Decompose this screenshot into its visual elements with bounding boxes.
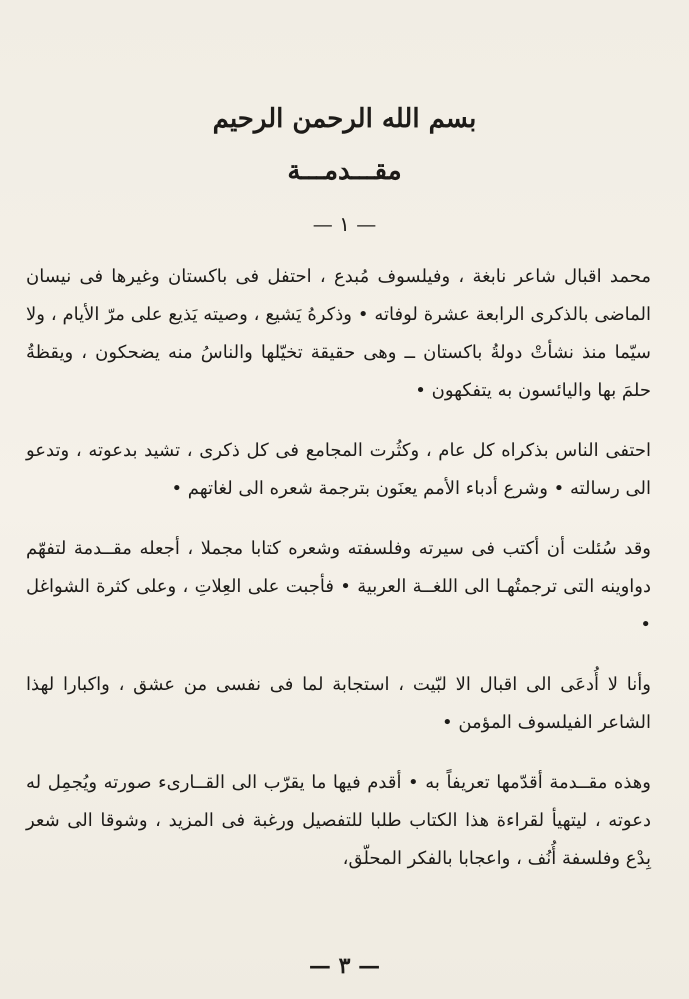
page-title: مقـــدمـــة [287, 156, 402, 186]
paragraph-2: احتفى الناس بذكراه كل عام ، وكثُرت المجامع فى كل ذكرى ، تشيد بدعوته ، وتدعو الى رسالته • وشرع أدباء الأمم يعنَون بترجمة شعره الى لغاتهم • [26, 440, 651, 499]
page-number: — ٣ — [308, 953, 381, 979]
paragraph-1: محمد اقبال شاعر نابغة ، وفيلسوف مُبدع ، احتفل فى باكستان وغيرها فى نيسان الماضى بالذكرى الرابعة عشرة لوفاته • وذكرهُ يَشيع ، وصيته يَذيع على مرّ الأيام ، ولا سيّما منذ نشأتْ دولةُ باكستان ــ وهى حقيقة تخيّلها والناسُ منه يضحكون ، ويقظةُ حلمَ بها واليائسون به يتفكهون • [26, 266, 651, 401]
section-number: — ١ — [312, 212, 377, 236]
paragraph-4: وأنا لا أُدعَى الى اقبال الا لبّيت ، استجابة لما فى نفسى من عشق ، واكبارا لهذا الشاعر الفيلسوف المؤمن • [26, 674, 651, 733]
basmala-heading: بسم الله الرحمن الرحيم [212, 104, 477, 134]
paragraph-5: وهذه مقــدمة أقدّمها تعريفاً به • أقدم فيها ما يقرّب الى القــارىء صورته ويُجمِل له دعوته ، ليتهيأ لقراءة هذا الكتاب طلبا للتفصيل ورغبة فى المزيد ، وشوقا الى شعر بِدْع وفلسفة أُنُف ، واعجابا بالفكر المحلّق، [26, 772, 651, 869]
paragraph-3: وقد سُئلت أن أكتب فى سيرته وفلسفته وشعره كتابا مجملا ، أجعله مقــدمة لتفهّم دواوينه التى ترجمتُهـا الى اللغــة العربية • فأجبت على العِلاتِ ، وعلى كثرة الشواغل • [26, 538, 651, 635]
body-text [26, 258, 651, 900]
